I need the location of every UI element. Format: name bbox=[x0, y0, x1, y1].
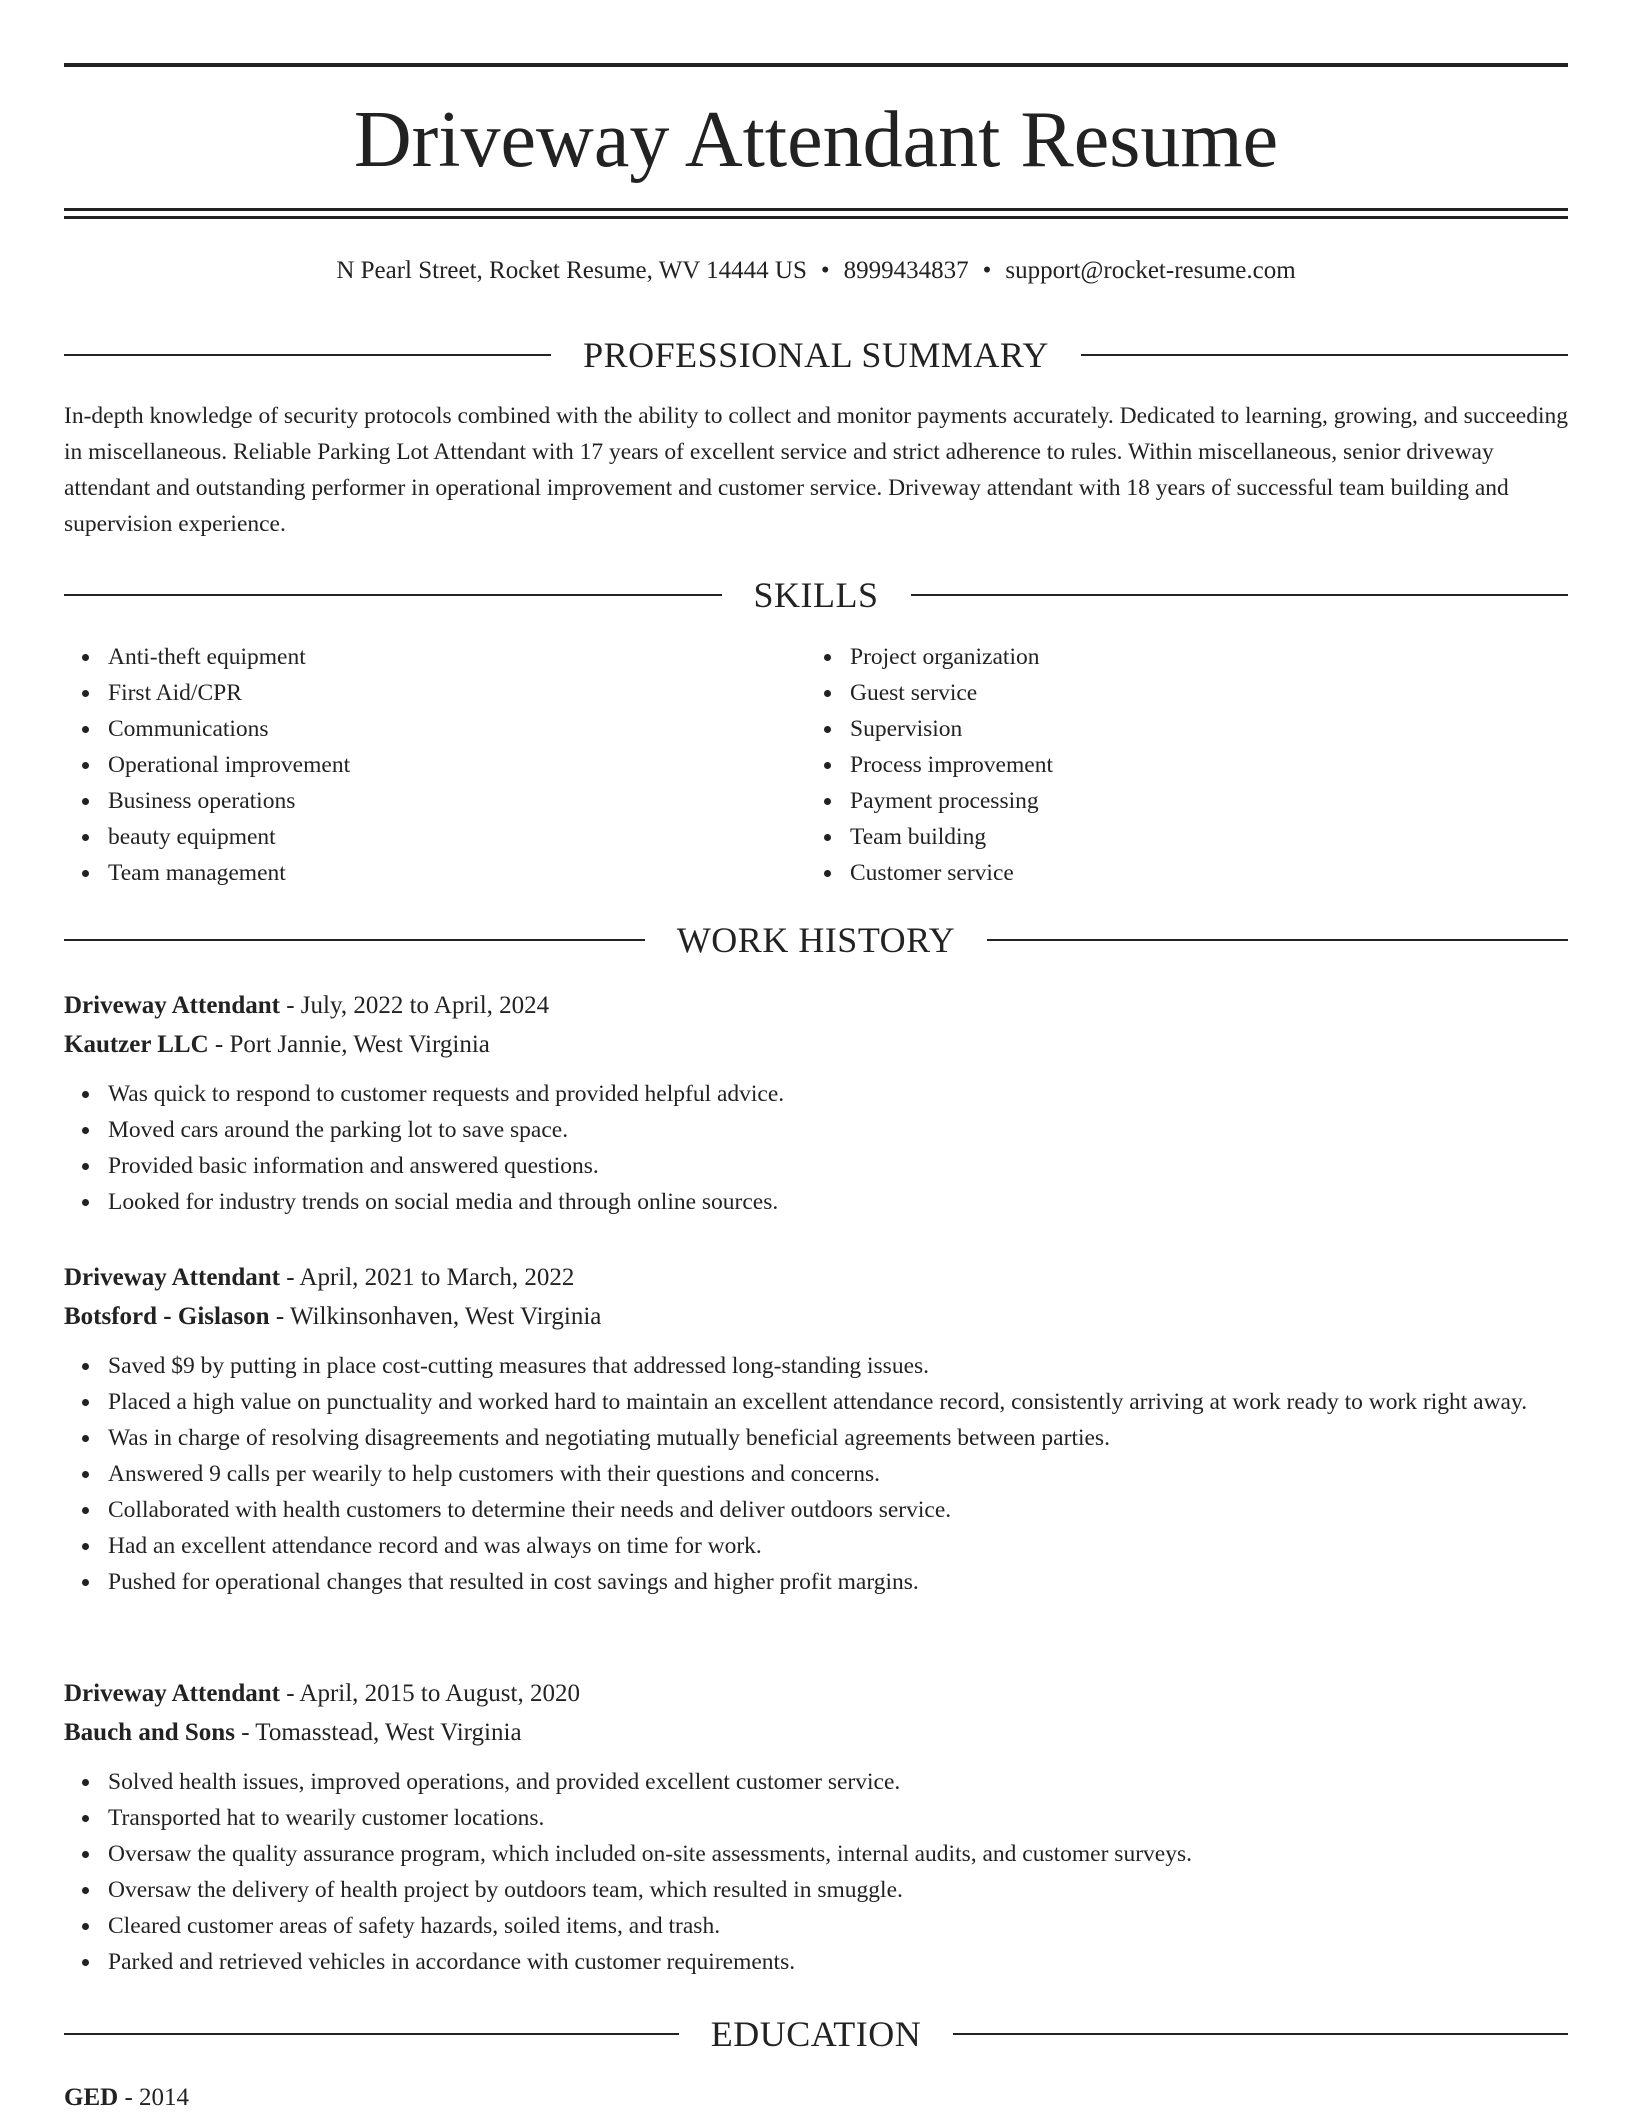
top-rule bbox=[64, 63, 1568, 67]
skill-item: Anti-theft equipment bbox=[108, 639, 806, 675]
resume-title: Driveway Attendant Resume bbox=[353, 96, 1279, 184]
section-heading-work bbox=[64, 918, 1568, 962]
job-bullets bbox=[64, 1076, 1568, 1220]
section-title: WORK HISTORY bbox=[676, 920, 956, 960]
job-dates: - July, 2022 to April, 2024 bbox=[279, 992, 550, 1019]
job-bullet: Answered 9 calls per wearily to help customers with their questions and concerns. bbox=[108, 1456, 1568, 1492]
section-rule bbox=[64, 2033, 679, 2035]
skills-list bbox=[64, 639, 1568, 891]
job-bullet: Looked for industry trends on social media and through online sources. bbox=[108, 1184, 1568, 1220]
section-heading-summary bbox=[64, 333, 1568, 377]
job-bullet: Cleared customer areas of safety hazards, soiled items, and trash. bbox=[108, 1908, 1568, 1944]
job-title: Driveway Attendant bbox=[64, 1680, 280, 1707]
job-entry bbox=[64, 986, 1568, 1220]
title-rule-upper bbox=[64, 208, 1568, 211]
contact-address: N Pearl Street, Rocket Resume, WV 14444 US bbox=[336, 257, 807, 284]
job-dates: - April, 2021 to March, 2022 bbox=[279, 1264, 575, 1291]
job-bullet: Solved health issues, improved operations, and provided excellent customer service. bbox=[108, 1764, 1568, 1800]
job-bullet: Transported hat to wearily customer locations. bbox=[108, 1800, 1568, 1836]
job-bullet: Oversaw the quality assurance program, which included on-site assessments, internal audits, and customer surveys. bbox=[108, 1836, 1568, 1872]
job-location: - Wilkinsonhaven, West Virginia bbox=[269, 1303, 602, 1330]
section-rule bbox=[1081, 354, 1568, 356]
job-bullet: Was quick to respond to customer requests and provided helpful advice. bbox=[108, 1076, 1568, 1112]
skill-item: Communications bbox=[108, 711, 806, 747]
education-degree: GED bbox=[64, 2084, 119, 2111]
section-title: EDUCATION bbox=[710, 2014, 922, 2054]
job-dates: - April, 2015 to August, 2020 bbox=[279, 1680, 580, 1707]
skill-item: Process improvement bbox=[850, 747, 1548, 783]
job-bullet: Parked and retrieved vehicles in accordance with customer requirements. bbox=[108, 1944, 1568, 1980]
section-heading-skills bbox=[64, 573, 1568, 617]
job-bullet: Pushed for operational changes that resulted in cost savings and higher profit margins. bbox=[108, 1564, 1568, 1600]
job-bullet: Moved cars around the parking lot to save space. bbox=[108, 1112, 1568, 1148]
job-bullet: Oversaw the delivery of health project by outdoors team, which resulted in smuggle. bbox=[108, 1872, 1568, 1908]
contact-separator: • bbox=[982, 257, 992, 284]
skills-column-left bbox=[64, 639, 806, 891]
skills-column-right bbox=[806, 639, 1548, 891]
section-rule bbox=[987, 939, 1568, 941]
job-bullet: Collaborated with health customers to determine their needs and deliver outdoors service. bbox=[108, 1492, 1568, 1528]
contact-phone: 8999434837 bbox=[843, 257, 969, 284]
section-rule bbox=[911, 594, 1569, 596]
skill-item: Supervision bbox=[850, 711, 1548, 747]
section-rule bbox=[953, 2033, 1568, 2035]
skill-item: Payment processing bbox=[850, 783, 1548, 819]
job-bullet: Was in charge of resolving disagreements and negotiating mutually beneficial agreements between parties. bbox=[108, 1420, 1568, 1456]
section-rule bbox=[64, 594, 722, 596]
title-rule-lower bbox=[64, 216, 1568, 219]
professional-summary: In-depth knowledge of security protocols combined with the ability to collect and monitor payments accurately. Dedicated to learning, growing, and succeeding in miscellaneous. Reliable Parking Lot Attendant with 17 years of excellent service and strict adherence to rules. Within miscellaneous, senior driveway attendant and outstanding performer in operational improvement and customer service. Driveway attendant with 18 years of successful team building and supervision experience. bbox=[64, 403, 1568, 537]
skill-item: beauty equipment bbox=[108, 819, 806, 855]
job-bullet: Saved $9 by putting in place cost-cutting measures that addressed long-standing issues. bbox=[108, 1348, 1568, 1384]
job-bullets bbox=[64, 1348, 1568, 1600]
job-title: Driveway Attendant bbox=[64, 1264, 280, 1291]
section-title: PROFESSIONAL SUMMARY bbox=[583, 335, 1049, 375]
skill-item: Customer service bbox=[850, 855, 1548, 891]
job-bullet: Had an excellent attendance record and was always on time for work. bbox=[108, 1528, 1568, 1564]
section-rule bbox=[64, 939, 645, 941]
section-title: SKILLS bbox=[753, 575, 879, 615]
section-rule bbox=[64, 354, 551, 356]
job-company: Botsford - Gislason bbox=[64, 1303, 270, 1330]
job-bullet: Provided basic information and answered questions. bbox=[108, 1148, 1568, 1184]
skill-item: Team building bbox=[850, 819, 1548, 855]
job-entry bbox=[64, 1674, 1568, 1980]
skill-item: Team management bbox=[108, 855, 806, 891]
job-bullets bbox=[64, 1764, 1568, 1980]
education-entry bbox=[64, 2078, 189, 2117]
education-year: - 2014 bbox=[118, 2084, 190, 2111]
contact-line bbox=[64, 254, 1568, 288]
job-company: Kautzer LLC bbox=[64, 1031, 209, 1058]
job-bullet: Placed a high value on punctuality and worked hard to maintain an excellent attendance record, consistently arriving at work ready to work right away. bbox=[108, 1384, 1568, 1420]
job-location: - Port Jannie, West Virginia bbox=[208, 1031, 490, 1058]
skill-item: Business operations bbox=[108, 783, 806, 819]
skill-item: Guest service bbox=[850, 675, 1548, 711]
job-company: Bauch and Sons bbox=[64, 1719, 235, 1746]
contact-separator: • bbox=[820, 257, 830, 284]
skill-item: Operational improvement bbox=[108, 747, 806, 783]
job-location: - Tomasstead, West Virginia bbox=[234, 1719, 522, 1746]
skill-item: First Aid/CPR bbox=[108, 675, 806, 711]
section-heading-education bbox=[64, 2012, 1568, 2056]
contact-email: support@rocket-resume.com bbox=[1005, 257, 1296, 284]
skill-item: Project organization bbox=[850, 639, 1548, 675]
job-title: Driveway Attendant bbox=[64, 992, 280, 1019]
job-entry bbox=[64, 1258, 1568, 1600]
